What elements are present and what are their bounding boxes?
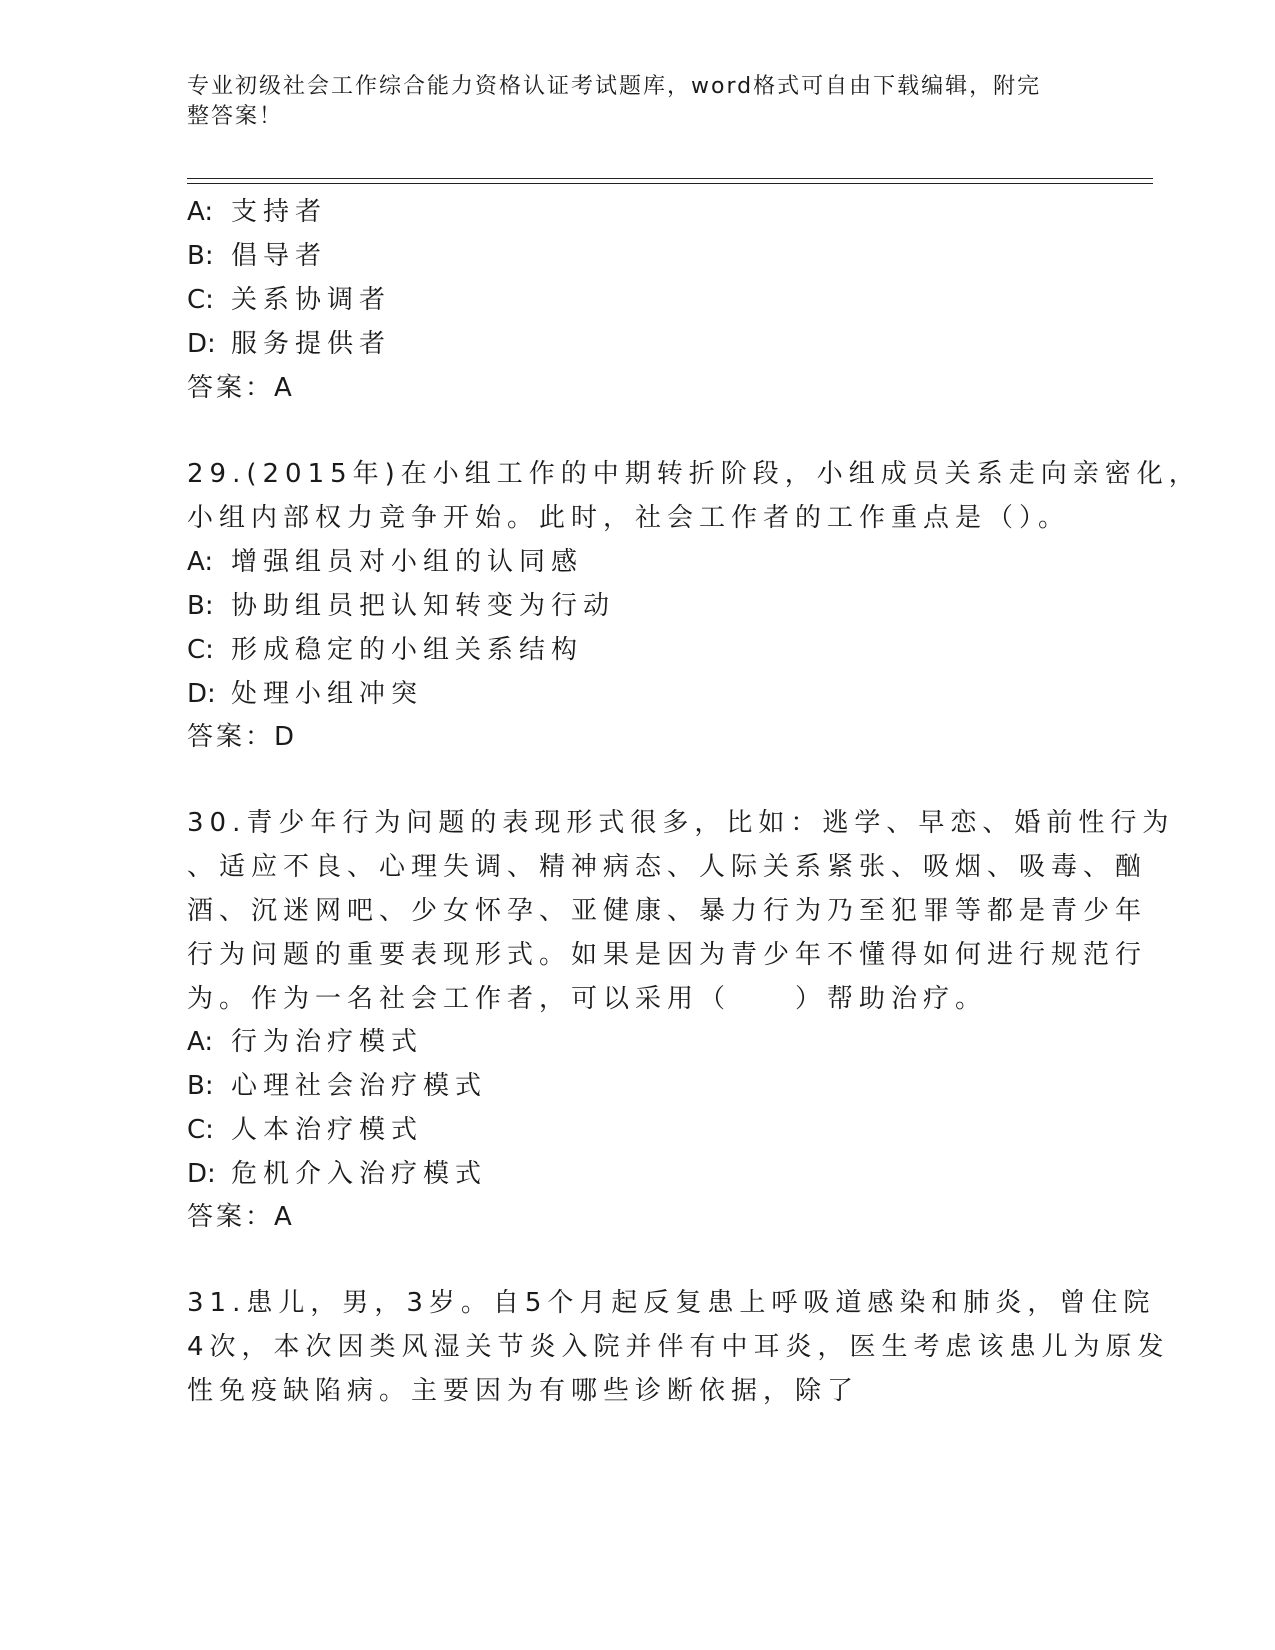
document-header: [187, 72, 1067, 132]
q29-option-d: D: 处理小组冲突: [187, 679, 424, 709]
q28-option-b: B: 倡导者: [187, 241, 328, 271]
q31-stem-line-1: 31.患儿，男，3岁。自5个月起反复患上呼吸道感染和肺炎，曾住院: [187, 1288, 1156, 1318]
q29-option-a: A: 增强组员对小组的认同感: [187, 547, 584, 577]
header-line-1: 专业初级社会工作综合能力资格认证考试题库，word格式可自由下载编辑，附完: [187, 74, 1042, 99]
q30-stem-line-1: 30.青少年行为问题的表现形式很多，比如：逃学、早恋、婚前性行为: [187, 808, 1175, 838]
header-rule-top: [187, 178, 1153, 179]
header-rule-bottom: [187, 183, 1153, 184]
q29-option-c: C: 形成稳定的小组关系结构: [187, 635, 584, 665]
q30-answer: 答案：A: [187, 1202, 295, 1232]
q28-answer: 答案：A: [187, 373, 295, 403]
q29-answer: 答案：D: [187, 722, 298, 752]
q29-option-b: B: 协助组员把认知转变为行动: [187, 591, 616, 621]
q30-stem-line-2: 、适应不良、心理失调、精神病态、人际关系紧张、吸烟、吸毒、酗: [187, 852, 1148, 882]
q30-option-b: B: 心理社会治疗模式: [187, 1071, 488, 1101]
q29-stem-line-1: 29.(2015年)在小组工作的中期转折阶段，小组成员关系走向亲密化，: [187, 459, 1201, 489]
q31-stem-line-3: 性免疫缺陷病。主要因为有哪些诊断依据，除了: [187, 1376, 860, 1406]
q28-option-a: A: 支持者: [187, 197, 328, 227]
q30-stem-line-5: 为。作为一名社会工作者，可以采用（ ）帮助治疗。: [187, 984, 988, 1014]
q31-stem-line-2: 4次，本次因类风湿关节炎入院并伴有中耳炎，医生考虑该患儿为原发: [187, 1332, 1170, 1362]
q30-stem-line-4: 行为问题的重要表现形式。如果是因为青少年不懂得如何进行规范行: [187, 940, 1148, 970]
q28-option-c: C: 关系协调者: [187, 285, 392, 315]
q30-stem-line-3: 酒、沉迷网吧、少女怀孕、亚健康、暴力行为乃至犯罪等都是青少年: [187, 896, 1148, 926]
q30-option-d: D: 危机介入治疗模式: [187, 1159, 488, 1189]
q30-option-a: A: 行为治疗模式: [187, 1027, 424, 1057]
header-line-2: 整答案！: [187, 104, 284, 129]
q30-option-c: C: 人本治疗模式: [187, 1115, 424, 1145]
q29-stem-line-2: 小组内部权力竞争开始。此时，社会工作者的工作重点是（）。: [187, 503, 1071, 533]
q28-option-d: D: 服务提供者: [187, 329, 392, 359]
